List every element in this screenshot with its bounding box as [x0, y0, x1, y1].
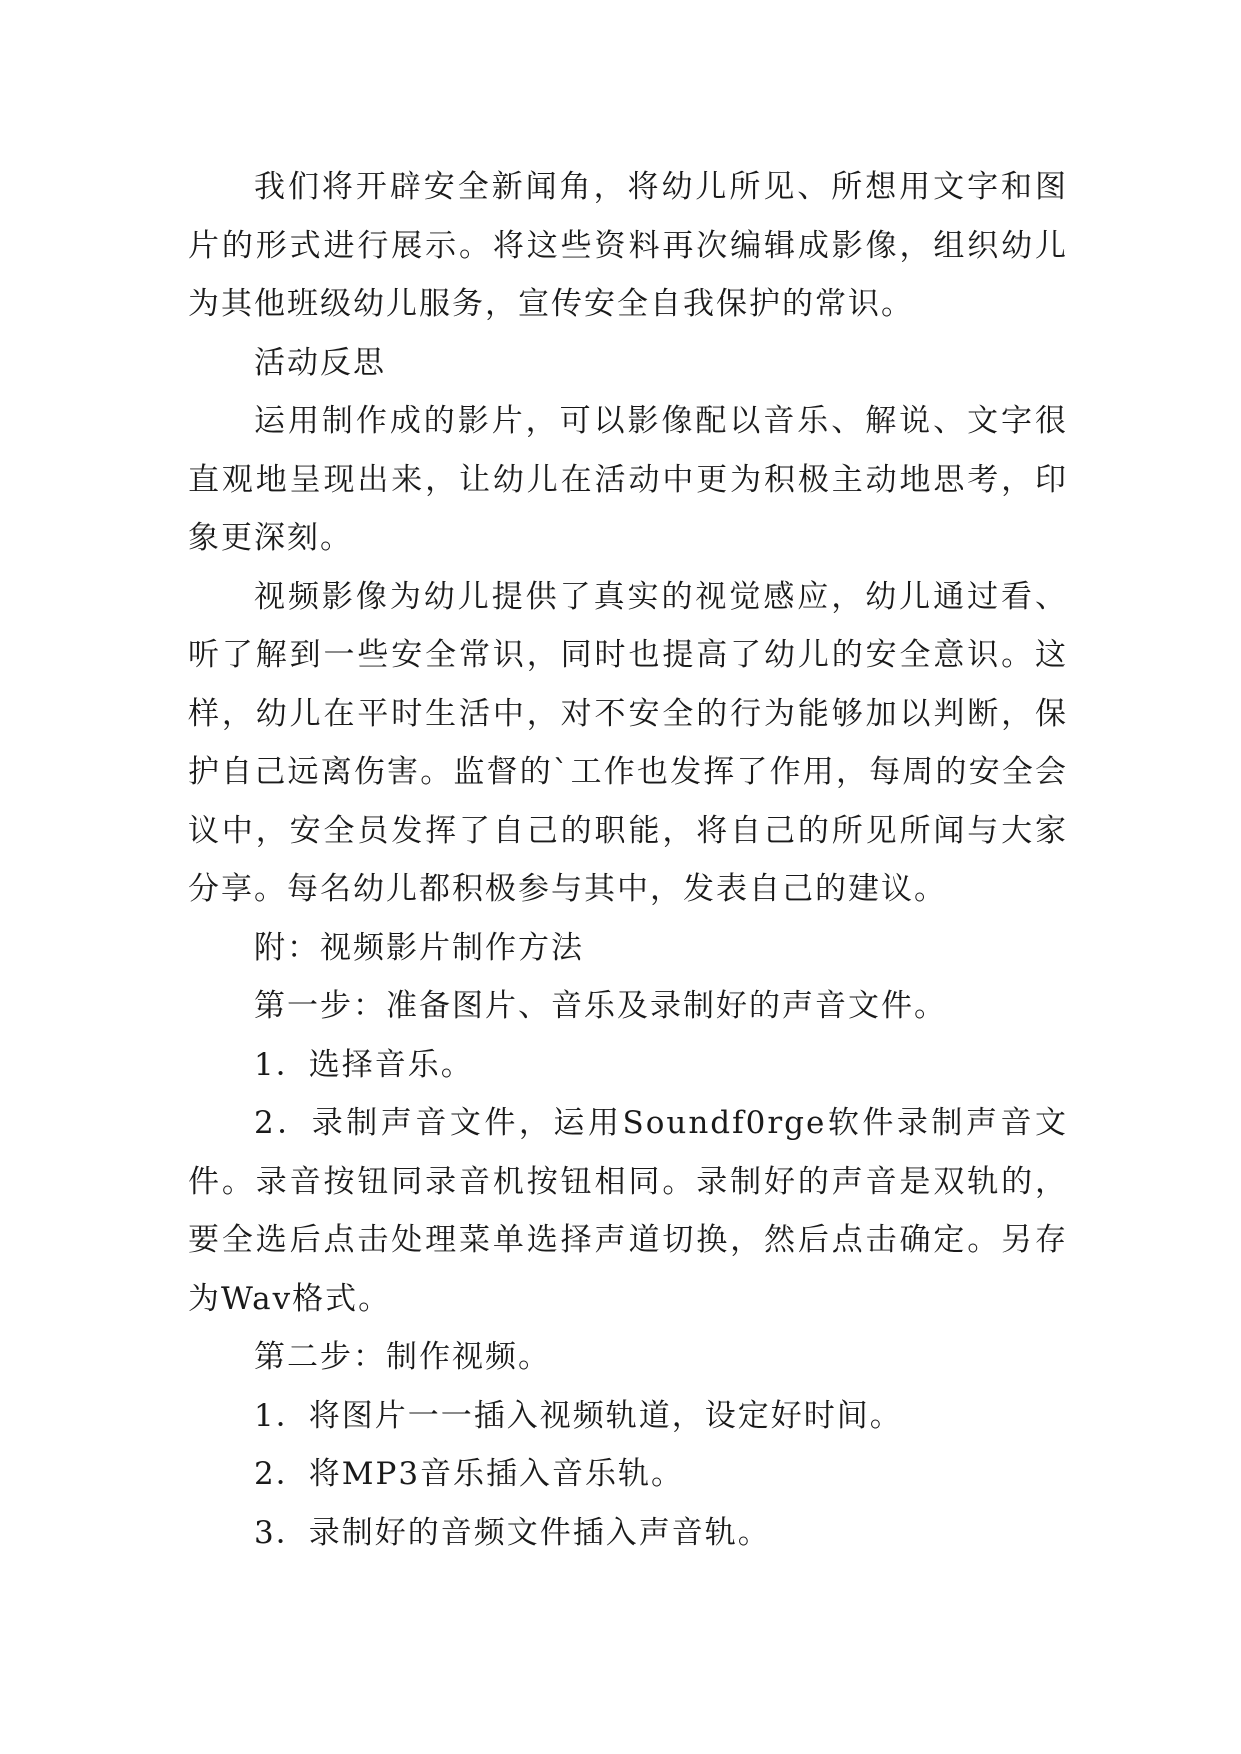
paragraph-video-effects: 视频影像为幼儿提供了真实的视觉感应，幼儿通过看、听了解到一些安全常识，同时也提高了幼儿的安全意识。这样，幼儿在平时生活中，对不安全的行为能够加以判断，保护自己远离伤害。监督的`工作也发挥了作用，每周的安全会议中，安全员发挥了自己的职能，将自己的所见所闻与大家分享。每名幼儿都积极参与其中，发表自己的建议。: [188, 578, 1068, 907]
step-two-item-2: 2．将MP3音乐插入音乐轨。: [254, 1456, 685, 1492]
step-one-item-2: 2．录制声音文件，运用Soundf0rge软件录制声音文件。录音按钮同录音机按钮相同。录制好的声音是双轨的，要全选后点击处理菜单选择声道切换，然后点击确定。另存为Wav格式。: [188, 1105, 1068, 1317]
step-one-heading: 第一步：准备图片、音乐及录制好的声音文件。: [254, 988, 947, 1024]
document-body: [188, 158, 1068, 1562]
paragraph-news-corner: 我们将开辟安全新闻角，将幼儿所见、所想用文字和图片的形式进行展示。将这些资料再次编辑成影像，组织幼儿为其他班级幼儿服务，宣传安全自我保护的常识。: [188, 169, 1068, 322]
step-one-item-1: 1．选择音乐。: [254, 1046, 474, 1083]
step-two-item-1: 1．将图片一一插入视频轨道，设定好时间。: [254, 1397, 903, 1434]
paragraph-film-usage: 运用制作成的影片，可以影像配以音乐、解说、文字很直观地呈现出来，让幼儿在活动中更为积极主动地思考，印象更深刻。: [188, 403, 1068, 556]
step-two-item-3: 3．录制好的音频文件插入声音轨。: [254, 1514, 771, 1551]
heading-appendix-method: 附：视频影片制作方法: [254, 929, 584, 966]
heading-activity-reflection: 活动反思: [254, 344, 386, 381]
step-two-heading: 第二步：制作视频。: [254, 1339, 551, 1375]
